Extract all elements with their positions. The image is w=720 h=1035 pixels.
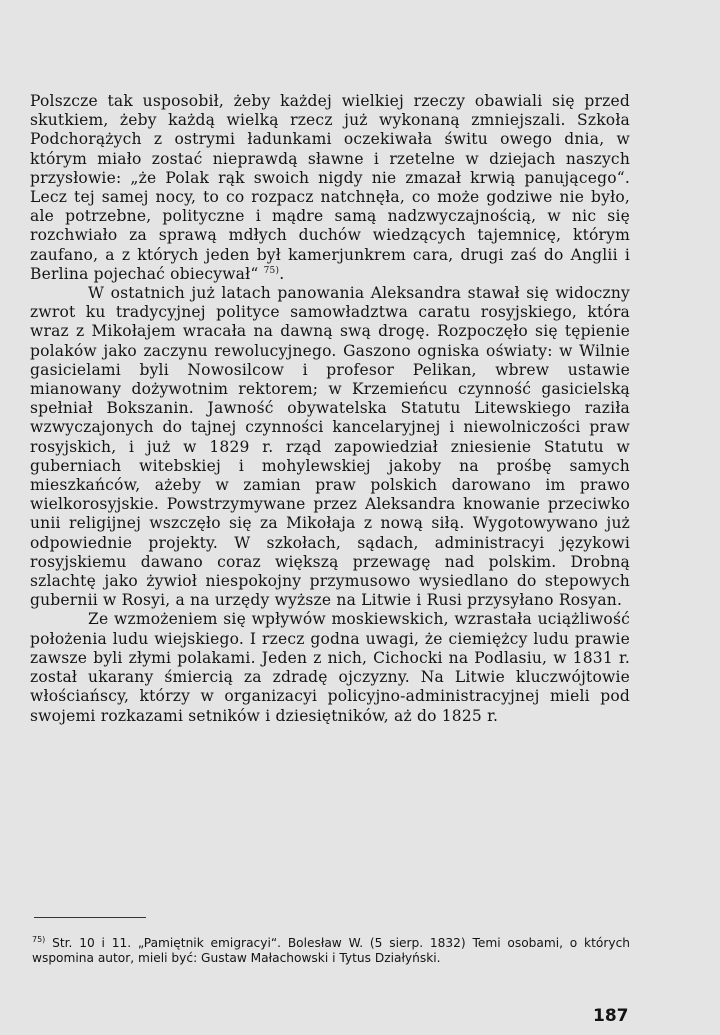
paragraph-continued: Polszcze tak usposobił, żeby każdej wielkiej rzeczy obawiali się przed skutkiem, żeby każdą wielką rzecz już wykonaną zmniejszali. Szkoła Podchorążych z ostrymi ładunkami oczekiwała świtu owego dnia, w którym miało zostać nieprawdą sławne i rzetelne w dziejach naszych przysłowie: „że Polak rąk swoich nigdy nie zmazał krwią panującego“. Lecz tej samej nocy, to co rozpacz natchnęła, co może godziwe nie było, ale potrzebne, polityczne i mądre samą nadzwyczajnością, w nic się rozchwiało za sprawą mdłych duchów wiedzących tajemnicę, którym zaufano, a z których jeden był kamerjunkrem cara, drugi zaś do Anglii i Berlina pojechać obiecywał“ $^{75)}$. (30, 92, 630, 283)
footnote-reference: 75) (263, 265, 280, 276)
paragraph-1-text: Polszcze tak usposobił, żeby każdej wielkiej rzeczy obawiali się przed skutkiem, żeby każdą wielką rzecz już wykonaną zmniejszali. Szkoła Podchorążych z ostrymi ładunkami oczekiwała świtu owego dnia, w którym miało zostać nieprawdą sławne i rzetelne w dziejach naszych przysłowie: „że Polak rąk swoich nigdy nie zmazał krwią panującego“. Lecz tej samej nocy, to co rozpacz natchnęła, co może godziwe nie było, ale potrzebne, polityczne i mądre samą nadzwyczajnością, w nic się rozchwiało za sprawą mdłych duchów wiedzących tajemnicę, którym zaufano, a z których jeden był kamerjunkrem cara, drugi zaś do Anglii i Berlina pojechać obiecywał“ (30, 92, 630, 283)
paragraph-3: Ze wzmożeniem się wpływów moskiewskich, wzrastała uciążliwość położenia ludu wiejskiego. I rzecz godna uwagi, że ciemiężcy ludu prawie zawsze byli złymi polakami. Jeden z nich, Cichocki na Podlasiu, w 1831 r. został ukarany śmiercią za zdradę ojczyzny. Na Litwie kluczwójtowie włościańscy, którzy w organizacyi policyjno-administracyjnej mieli pod swojemi rozkazami setników i dziesiętników, aż do 1825 r. (30, 610, 630, 725)
footnote-text: Str. 10 i 11. „Pamiętnik emigracyi“. Bolesław W. (5 sierp. 1832) Temi osobami, o których wspomina autor, mieli być: Gustaw Małachowski i Tytus Działyński. (32, 936, 631, 965)
page-number: 187 (593, 1006, 629, 1026)
main-text (30, 92, 630, 726)
footnote-mark: 75) (32, 934, 46, 944)
footnote-divider (34, 917, 146, 918)
paragraph-2: W ostatnich już latach panowania Aleksandra stawał się widoczny zwrot ku tradycyjnej polityce samowładztwa caratu rosyjskiego, która wraz z Mikołajem wracała na dawną swą drogę. Rozpoczęło się tępienie polaków jako zaczynu rewolucyjnego. Gaszono ogniska oświaty: w Wilnie gasicielami byli Nowosilcow i profesor Pelikan, wbrew ustawie mianowany dożywotnim rektorem; w Krzemieńcu czynność gasicielską spełniał Bokszanin. Jawność obywatelska Statutu Litewskiego raziła wzwyczajonych do tajnej czynności kancelaryjnej i niewolniczości praw rosyjskich, i już w 1829 r. rząd zapowiedział zniesienie Statutu w guberniach witebskiej i mohylewskiej jakoby na prośbę samych mieszkańców, ażeby w zamian praw polskich darowano im prawo wielkorosyjskie. Powstrzymywane przez Aleksandra knowanie przeciwko unii religijnej wszczęło się za Mikołaja z nową siłą. Wygotowywano już odpowiednie projekty. W szkołach, sądach, administracyi językowi rosyjskiemu dawano coraz większą przewagę nad polskim. Drobną szlachtę jako żywioł niespokojny przymusowo wysiedlano do stepowych gubernii w Rosyi, a na urzędy wyższe na Litwie i Rusi przysyłano Rosyan. (30, 284, 630, 610)
footnote (32, 936, 630, 966)
